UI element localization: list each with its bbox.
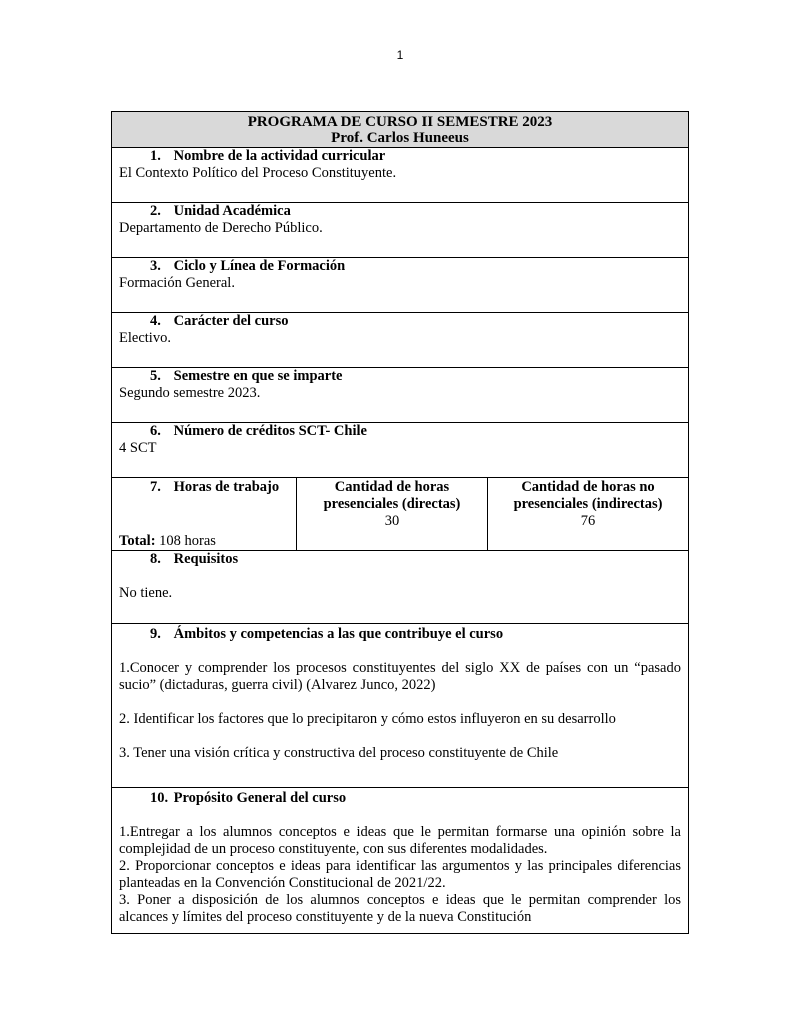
direct-hours-cell bbox=[297, 478, 488, 550]
section-title: Semestre en que se imparte bbox=[173, 368, 343, 384]
section-work-hours bbox=[111, 478, 689, 551]
section-number: 1. bbox=[150, 148, 161, 164]
section-value: El Contexto Político del Proceso Constituyente. bbox=[119, 165, 397, 181]
program-title: PROGRAMA DE CURSO II SEMESTRE 2023 bbox=[247, 114, 553, 130]
purpose-item: 3. Poner a disposición de los alumnos conceptos e ideas que le permitan comprender los alcances y límites del proceso constituyente y de la nueva Constitución bbox=[119, 892, 681, 925]
section-number: 4. bbox=[150, 313, 161, 329]
section-value: Departamento de Derecho Público. bbox=[119, 220, 323, 236]
section-number: 3. bbox=[150, 258, 161, 274]
section-title: Propósito General del curso bbox=[173, 790, 347, 806]
direct-hours-header-line2: presenciales (directas) bbox=[323, 496, 461, 512]
section-purpose bbox=[111, 788, 689, 934]
section-course-name bbox=[111, 148, 689, 203]
section-character bbox=[111, 313, 689, 368]
professor-name: Prof. Carlos Huneeus bbox=[331, 130, 469, 146]
section-value: Segundo semestre 2023. bbox=[119, 385, 261, 401]
direct-hours-header-line1: Cantidad de horas bbox=[334, 479, 450, 495]
section-number: 9. bbox=[150, 626, 161, 642]
table-header bbox=[111, 111, 689, 148]
indirect-hours-cell bbox=[488, 478, 688, 550]
section-cycle bbox=[111, 258, 689, 313]
indirect-hours-header-line1: Cantidad de horas no bbox=[521, 479, 655, 495]
section-requirements bbox=[111, 551, 689, 624]
section-number: 7. bbox=[150, 479, 161, 495]
section-number: 10. bbox=[150, 790, 169, 806]
section-academic-unit bbox=[111, 203, 689, 258]
purpose-item: 1.Entregar a los alumnos conceptos e ideas que le permitan formarse una opinión sobre la complejidad de un proceso constituyente, con sus diferentes modalidades. bbox=[119, 824, 681, 857]
section-semester bbox=[111, 368, 689, 423]
section-number: 5. bbox=[150, 368, 161, 384]
competency-item: 3. Tener una visión crítica y constructiva del proceso constituyente de Chile bbox=[119, 745, 559, 761]
page-number: 1 bbox=[396, 48, 404, 62]
section-title: Número de créditos SCT- Chile bbox=[173, 423, 367, 439]
section-title: Unidad Académica bbox=[173, 203, 291, 219]
section-value: No tiene. bbox=[119, 585, 173, 601]
section-number: 8. bbox=[150, 551, 161, 567]
section-title: Carácter del curso bbox=[173, 313, 289, 329]
section-title: Requisitos bbox=[173, 551, 239, 567]
section-credits bbox=[111, 423, 689, 478]
total-label: Total: bbox=[119, 533, 156, 549]
section-title: Ciclo y Línea de Formación bbox=[173, 258, 346, 274]
section-title: Ámbitos y competencias a las que contribuye el curso bbox=[173, 626, 504, 642]
total-hours bbox=[119, 533, 216, 550]
section-value: 4 SCT bbox=[119, 440, 157, 456]
section-title: Nombre de la actividad curricular bbox=[173, 148, 386, 164]
purpose-item: 2. Proporcionar conceptos e ideas para identificar las argumentos y las principales diferencias planteadas en la Convención Constitucional de 2021/22. bbox=[119, 858, 681, 891]
section-number: 2. bbox=[150, 203, 161, 219]
section-competencies bbox=[111, 624, 689, 788]
total-value: 108 horas bbox=[159, 533, 216, 549]
section-number: 6. bbox=[150, 423, 161, 439]
section-value: Electivo. bbox=[119, 330, 171, 346]
indirect-hours-value: 76 bbox=[580, 513, 596, 529]
competency-item: 1.Conocer y comprender los procesos constituyentes del siglo XX de países con un “pasado sucio” (dictaduras, guerra civil) (Alvarez Junco, 2022) bbox=[119, 660, 681, 693]
competency-item: 2. Identificar los factores que lo precipitaron y cómo estos influyeron en su desarrollo bbox=[119, 711, 616, 727]
work-hours-cell bbox=[112, 478, 297, 550]
course-program-table bbox=[111, 111, 689, 934]
section-value: Formación General. bbox=[119, 275, 235, 291]
direct-hours-value: 30 bbox=[384, 513, 400, 529]
indirect-hours-header-line2: presenciales (indirectas) bbox=[513, 496, 663, 512]
section-title: Horas de trabajo bbox=[173, 479, 280, 495]
